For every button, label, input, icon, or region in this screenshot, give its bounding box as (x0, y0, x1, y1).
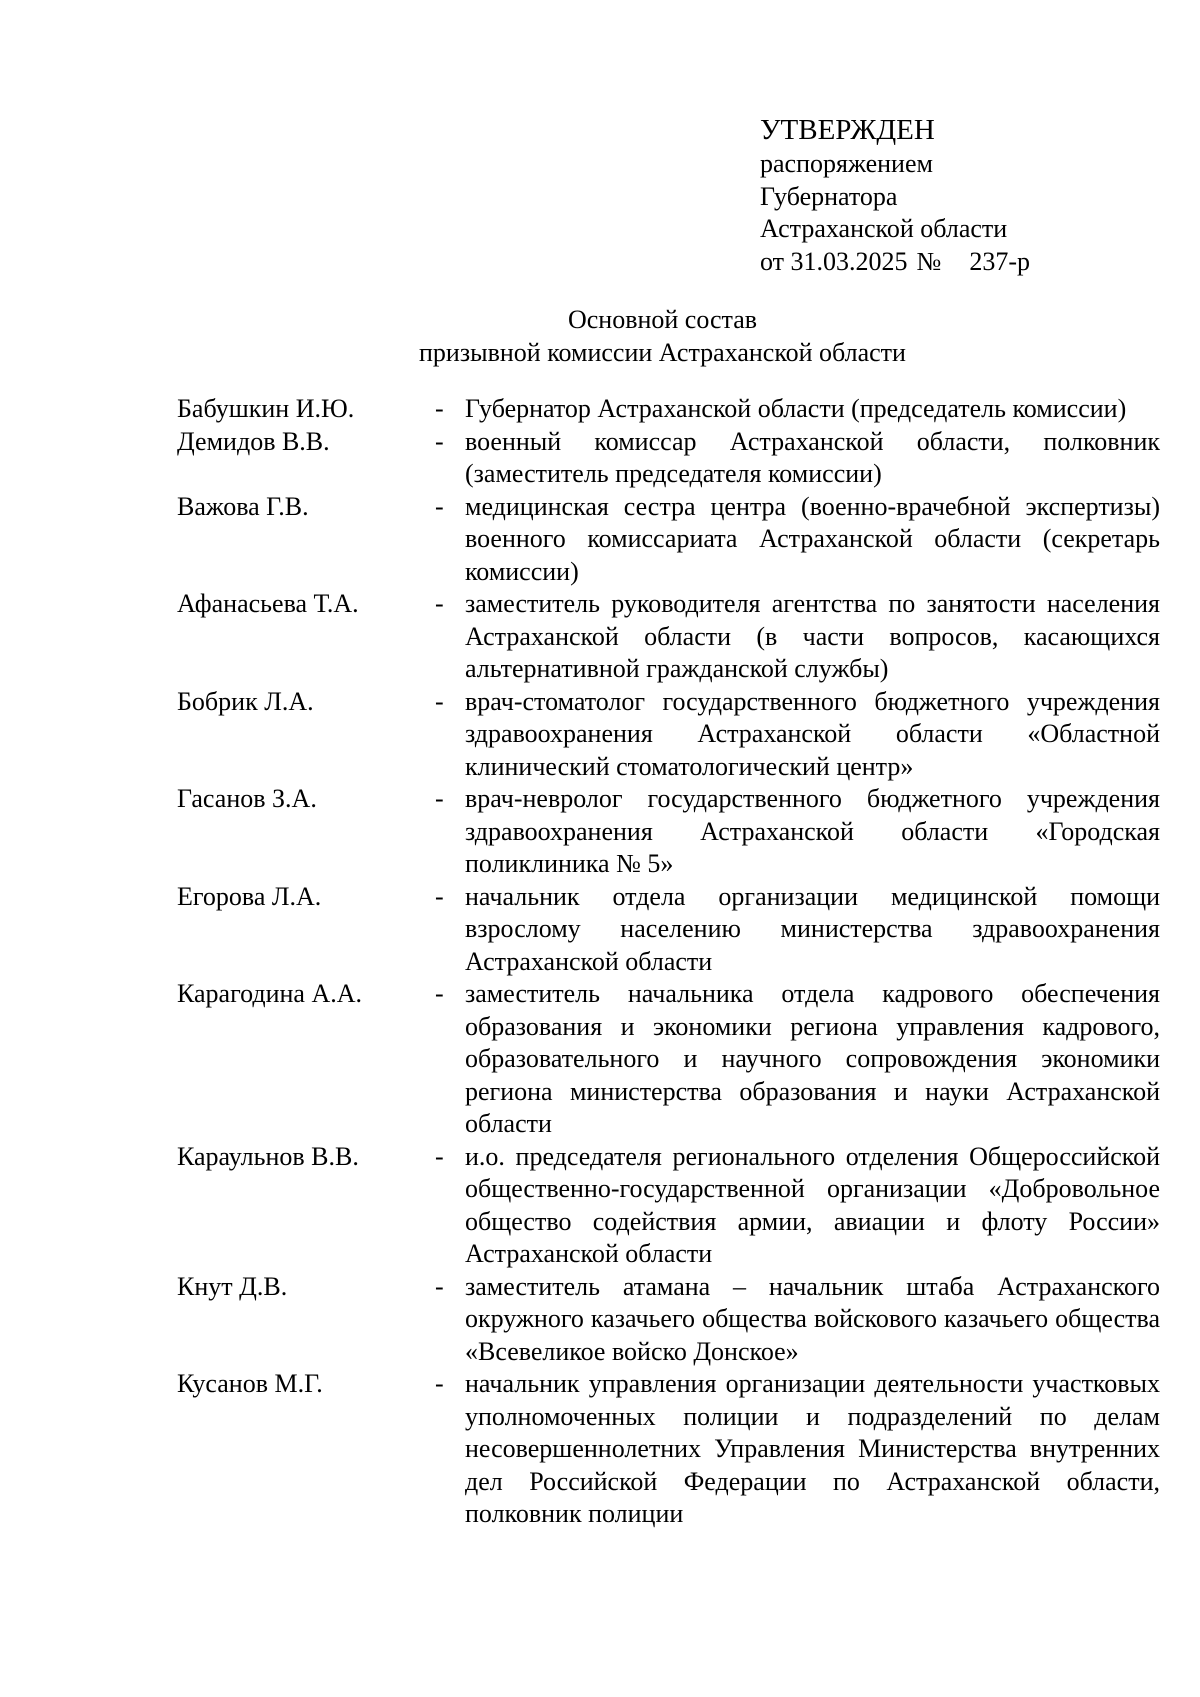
member-dash: - (435, 426, 444, 456)
member-dash: - (435, 686, 444, 716)
member-name: Карагодина А.А. (177, 979, 362, 1008)
member-name: Афанасьева Т.А. (177, 589, 359, 618)
document-title-line-1: Основной состав (567, 305, 758, 334)
members-list (177, 393, 1160, 1531)
approval-line-governor: Губернатора (760, 181, 898, 211)
member-dash: - (435, 979, 444, 1008)
member-row (177, 978, 1160, 1141)
approval-title: УТВЕРЖДЕН (760, 114, 935, 146)
member-row (177, 1141, 1160, 1271)
member-role: заместитель атамана – начальник штаба Астраханского окружного казачьего общества войскового казачьего общества «Всевеликое войско Донское» (465, 1271, 1160, 1366)
document-title (160, 303, 1165, 369)
approval-number: 237-р (969, 246, 1031, 276)
member-dash: - (435, 491, 444, 521)
member-row (177, 588, 1160, 686)
member-dash: - (435, 1271, 444, 1301)
member-dash: - (435, 1369, 444, 1398)
member-row (177, 881, 1160, 979)
member-role: начальник отдела организации медицинской помощи взрослому населению министерства здравоохранения Астраханской области (465, 881, 1160, 976)
member-row (177, 1368, 1160, 1531)
member-name: Караульнов В.В. (177, 1141, 359, 1171)
member-role: медицинская сестра центра (военно-врачебной экспертизы) военного комиссариата Астраханской области (секретарь комиссии) (465, 491, 1160, 586)
member-name: Бобрик Л.А. (177, 686, 314, 716)
member-role: заместитель начальника отдела кадрового обеспечения образования и экономики региона управления кадрового, образовательного и научного сопровождения экономики региона министерства образования и науки Астраханской области (465, 979, 1160, 1138)
member-role: врач-стоматолог государственного бюджетного учреждения здравоохранения Астраханской области «Областной клинический стоматологический центр» (465, 686, 1160, 781)
member-name: Бабушкин И.Ю. (177, 394, 355, 423)
member-dash: - (435, 784, 444, 813)
member-dash: - (435, 589, 444, 618)
member-row (177, 393, 1160, 426)
member-row (177, 1271, 1160, 1369)
member-name: Важова Г.В. (177, 491, 309, 521)
member-name: Демидов В.В. (177, 426, 330, 456)
approval-stamp-block (760, 112, 1140, 278)
member-role: заместитель руководителя агентства по занятости населения Астраханской области (в части вопросов, касающихся альтернативной гражданской службы) (465, 589, 1160, 683)
approval-number-sign: № (916, 246, 942, 276)
member-name: Гасанов З.А. (177, 784, 317, 813)
approval-date: от 31.03.2025 (760, 246, 908, 276)
approval-line-order: распоряжением (760, 149, 933, 178)
member-name: Кнут Д.В. (177, 1271, 288, 1301)
member-name: Кусанов М.Г. (177, 1369, 323, 1398)
member-role: врач-невролог государственного бюджетного учреждения здравоохранения Астраханской области «Городская поликлиника № 5» (465, 784, 1160, 878)
member-role: начальник управления организации деятельности участковых уполномоченных полиции и подразделений по делам несовершеннолетних Управления Министерства внутренних дел Российской Федерации по Астраханской области, полковник полиции (465, 1369, 1160, 1528)
member-role: Губернатор Астраханской области (председатель комиссии) (465, 394, 1127, 423)
document-title-line-2: призывной комиссии Астраханской области (419, 338, 906, 367)
member-dash: - (435, 394, 444, 423)
approval-order-line (760, 246, 1140, 279)
member-row (177, 783, 1160, 881)
member-row (177, 686, 1160, 784)
member-dash: - (435, 1141, 444, 1171)
member-dash: - (435, 881, 444, 911)
member-role: и.о. председателя регионального отделения Общероссийской общественно-государственной организации «Добровольное общество содействия армии, авиации и флоту России» Астраханской области (465, 1141, 1160, 1268)
member-row (177, 491, 1160, 589)
member-name: Егорова Л.А. (177, 881, 322, 911)
member-role: военный комиссар Астраханской области, полковник (заместитель председателя комиссии) (465, 426, 1160, 488)
member-row (177, 426, 1160, 491)
approval-line-region: Астраханской области (760, 214, 1008, 243)
